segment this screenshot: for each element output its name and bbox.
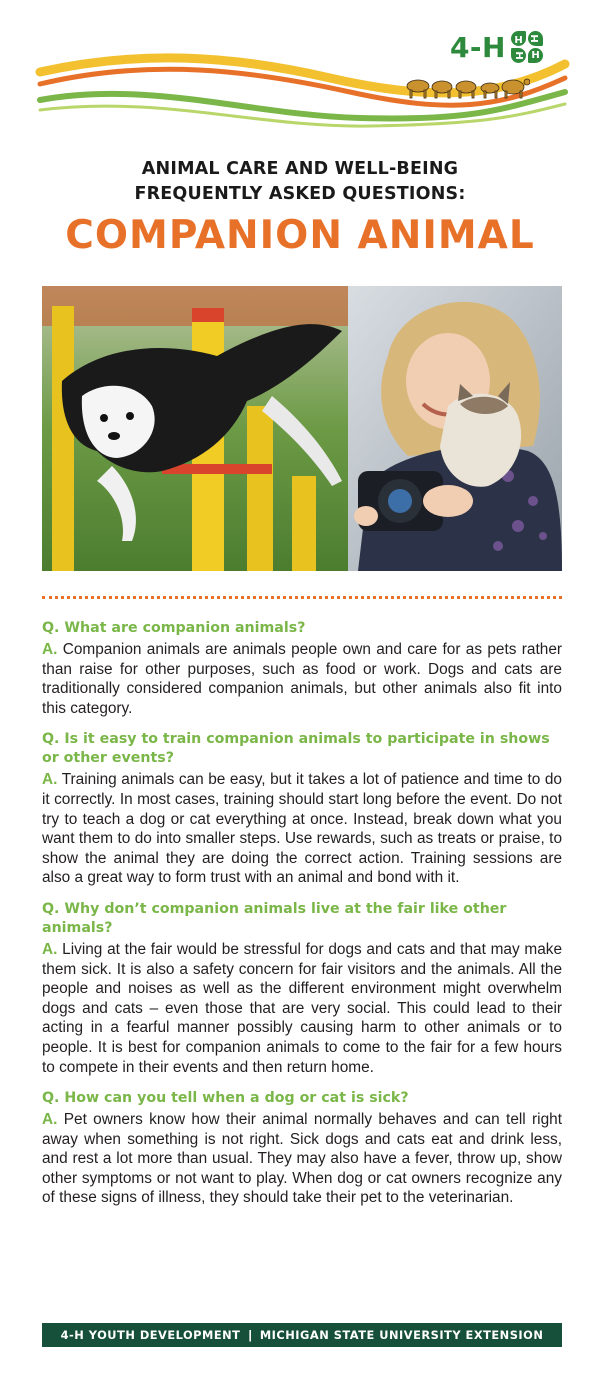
title-block [0, 157, 600, 258]
faq-answer [42, 1110, 562, 1208]
four-leaf-clover-icon [510, 30, 544, 64]
header-wave-band [0, 0, 600, 150]
photo-row [42, 286, 562, 571]
dog-agility-photo [42, 286, 348, 571]
subtitle-line-2: FREQUENTLY ASKED QUESTIONS: [134, 184, 466, 204]
footer-right-text: MICHIGAN STATE UNIVERSITY EXTENSION [259, 1328, 544, 1342]
faq-item [42, 619, 562, 718]
subtitle-line-1: ANIMAL CARE AND WELL-BEING [141, 159, 459, 179]
faq-question: Q. What are companion animals? [42, 620, 306, 636]
faq-item [42, 900, 562, 1077]
4h-logo [450, 30, 544, 64]
faq-question: Q. Is it easy to train companion animals to participate in shows or other events? [42, 731, 550, 767]
answer-lead: A. [42, 1111, 58, 1129]
dotted-divider [42, 596, 562, 599]
faq-section [42, 619, 562, 1220]
footer-left-text: 4-H YOUTH DEVELOPMENT [60, 1328, 241, 1342]
faq-answer [42, 640, 562, 718]
faq-answer [42, 940, 562, 1077]
answer-lead: A. [42, 940, 58, 958]
answer-text: Training animals can be easy, but it takes a lot of patience and time to do it correctly. In most cases, training should start long before the event. Do not try to teach a dog or cat everything at once. Instead, break down what you want them to do into smaller steps. Use rewards, such as treats or praise, to show the animal they are doing the correct action. Training sessions are also a great way to form trust with an animal and bond with it. [42, 771, 562, 887]
faq-question: Q. Why don’t companion animals live at the fair like other animals? [42, 900, 507, 936]
faq-question: Q. How can you tell when a dog or cat is sick? [42, 1090, 409, 1107]
farm-animals-silhouette-icon [404, 72, 530, 100]
faq-item [42, 1089, 562, 1208]
footer-bar [42, 1323, 562, 1347]
faq-answer [42, 770, 562, 888]
faq-item [42, 730, 562, 888]
answer-text: Living at the fair would be stressful for dogs and cats and that may make them sick. It is also a safety concern for fair visitors and the animals. All the people and noises as well as the different environment might overwhelm dogs and cats – even those that are very social. This could lead to their acting in a fearful manner possibly causing harm to other animals or to people. It is best for companion animals to come to the fair for a few hours to compete in their events and then return home. [42, 940, 563, 1076]
footer-separator: | [248, 1328, 252, 1342]
page-title: COMPANION ANIMAL [65, 213, 535, 258]
answer-lead: A. [42, 641, 58, 658]
answer-text: Companion animals are animals people own and care for as pets rather than raise for other purposes, such as food or work. Dogs and cats are traditionally considered companion animals, but other animals also fit into this category. [42, 641, 563, 717]
answer-text: Pet owners know how their animal normally behaves and can tell right away when something is not right. Sick dogs and cats eat and drink less, and rest a lot more than usual. They may also have a fever, throw up, show other symptoms or not want to play. When dog or cat owners recognize any of these signs of illness, they should take their pet to the veterinarian. [42, 1111, 562, 1207]
logo-text: 4-H [449, 30, 506, 64]
girl-with-cat-photo [348, 286, 562, 571]
answer-lead: A. [42, 771, 58, 789]
